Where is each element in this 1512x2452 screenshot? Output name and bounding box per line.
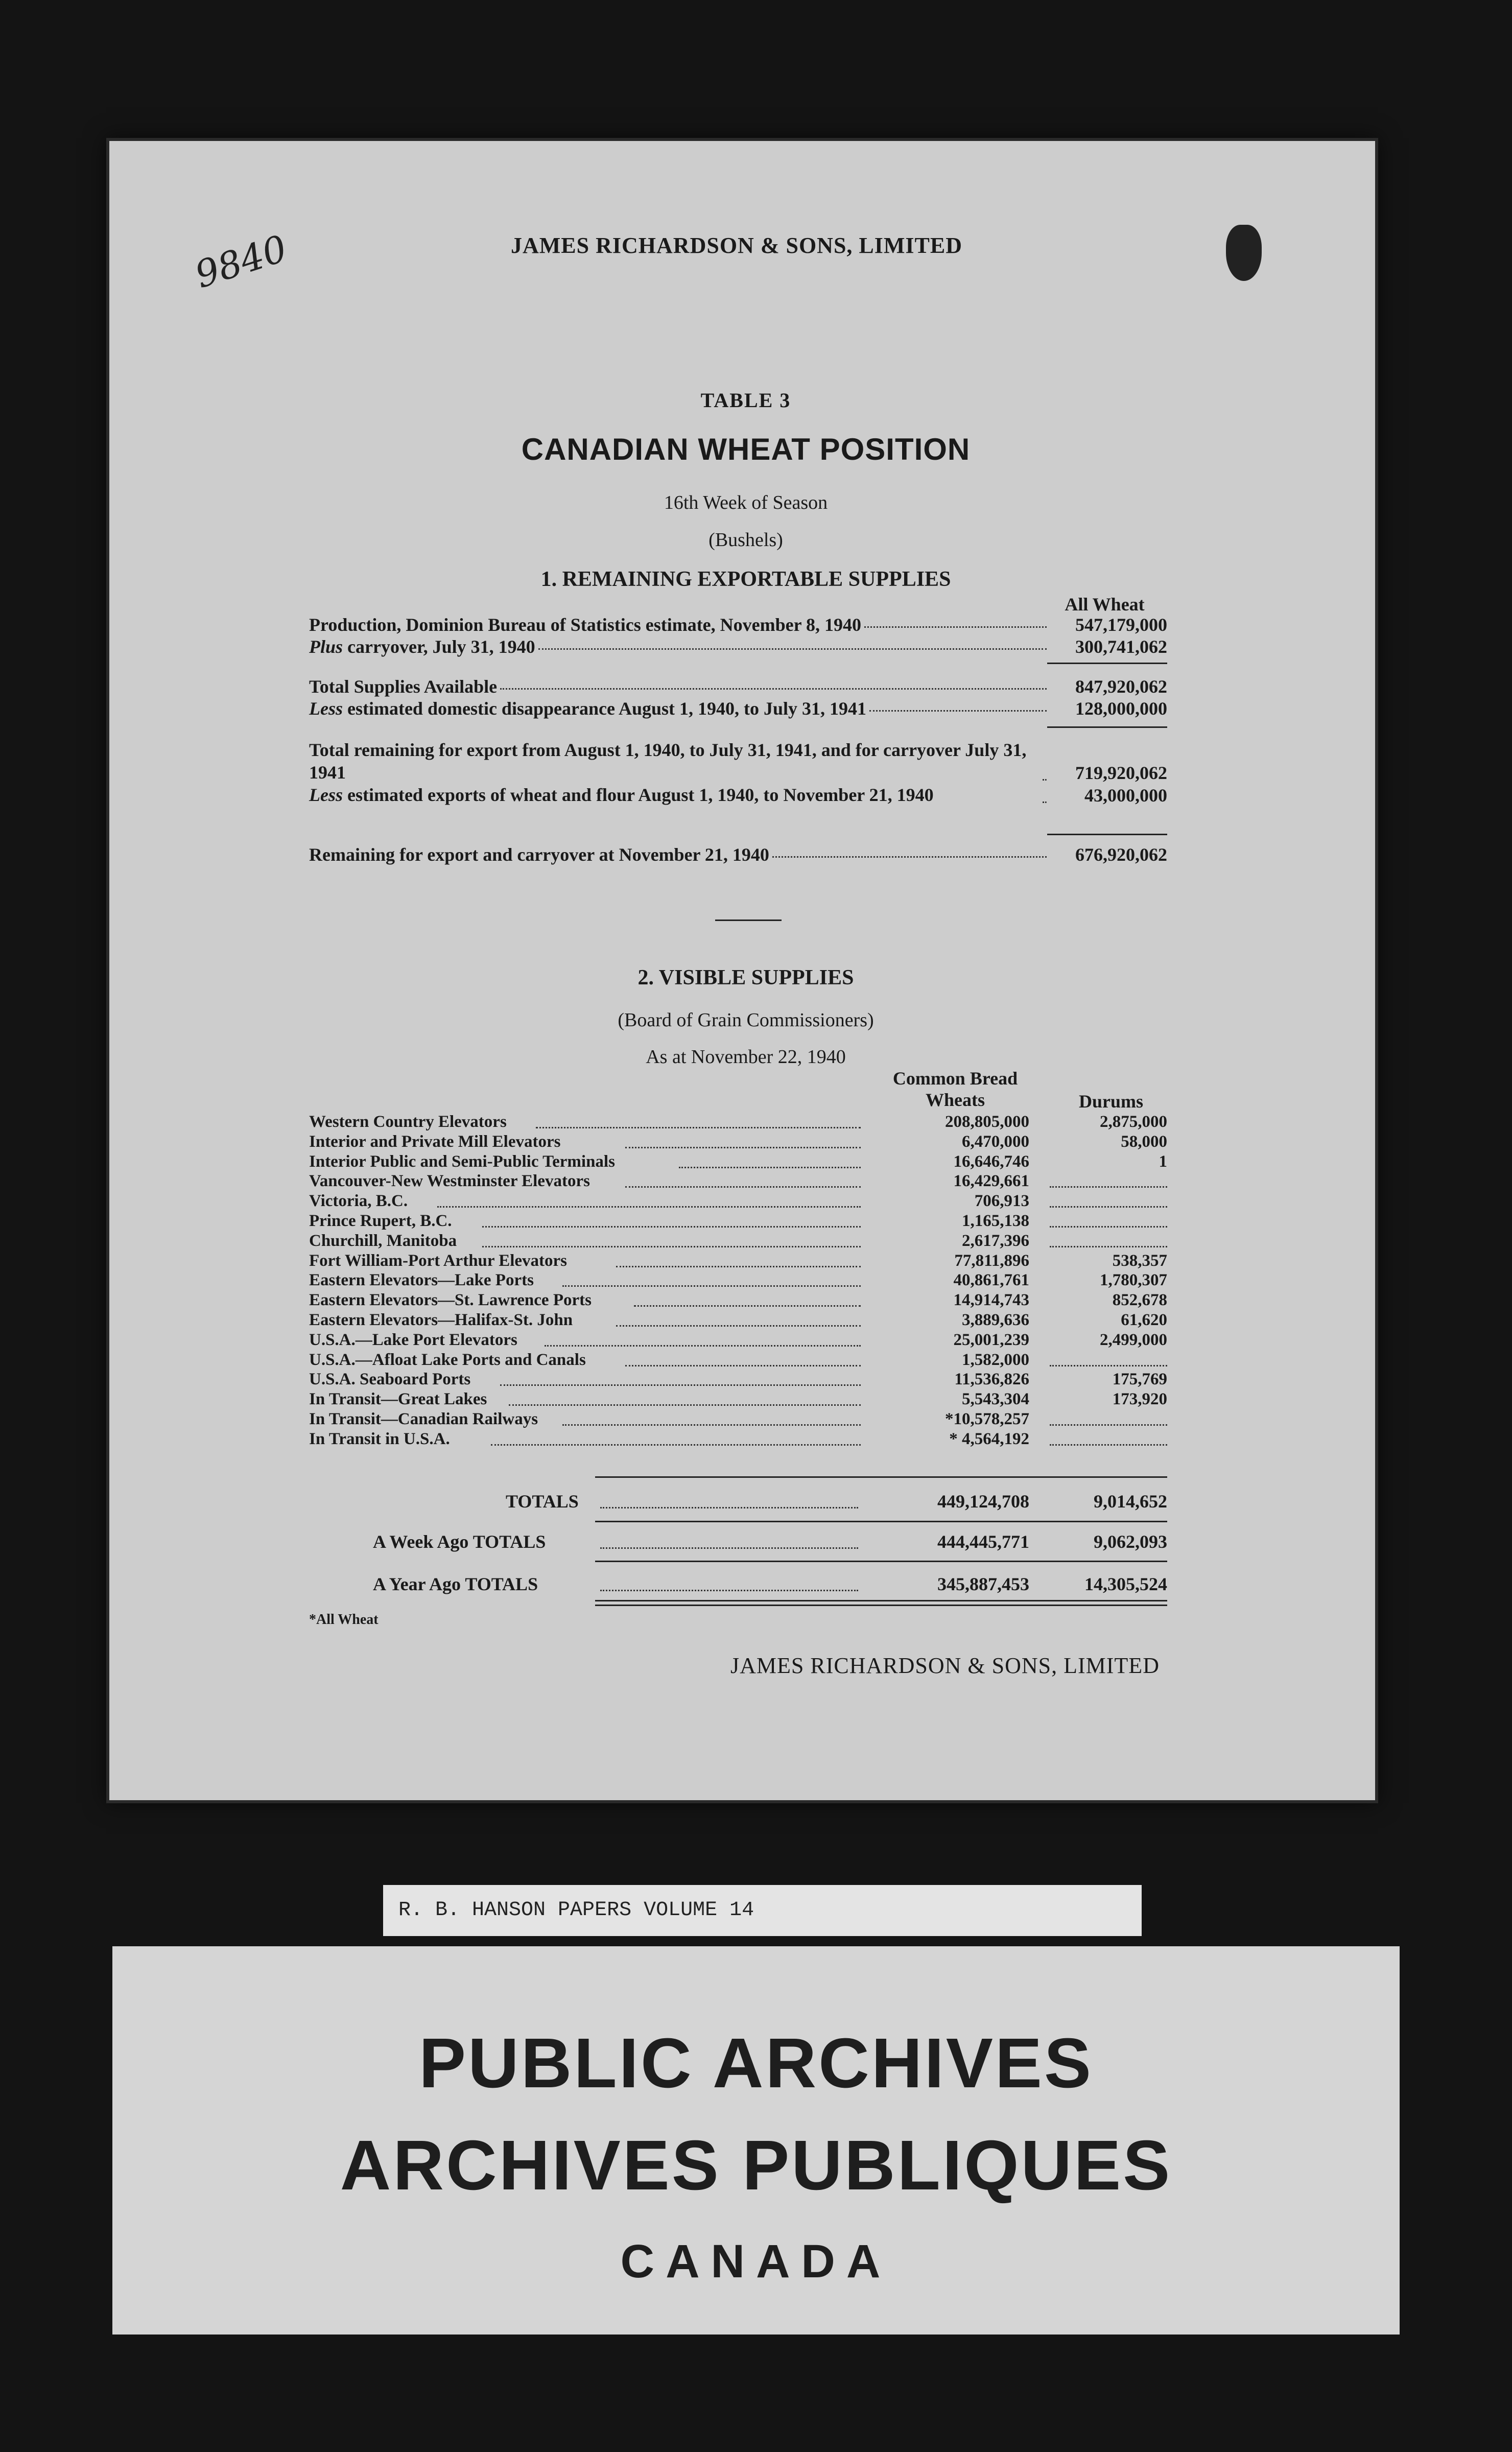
production-label: Production, Dominion Bureau of Statistics estimate, November 8, 1940 (309, 615, 861, 635)
total-remaining-label: Total remaining for export from August 1, 1940, to July 31, 1941, and for carryover July 31, 1941 (309, 740, 1027, 783)
week-ago-row (309, 1531, 1167, 1553)
rule (1047, 663, 1167, 664)
section1-heading: 1. REMAINING EXPORTABLE SUPPLIES (540, 568, 951, 591)
row-label: U.S.A.—Afloat Lake Ports and Canals (309, 1350, 586, 1369)
table-row (309, 1390, 1167, 1409)
section2-heading: 2. VISIBLE SUPPLIES (637, 966, 854, 989)
disappearance-value: 128,000,000 (1075, 698, 1167, 719)
year-ago-bread: 345,887,453 (937, 1574, 1029, 1594)
table-row (309, 1172, 1167, 1191)
page-title: CANADIAN WHEAT POSITION (521, 432, 971, 466)
row-label: Interior Public and Semi-Public Terminals (309, 1152, 615, 1171)
total-remaining-line (309, 739, 1167, 784)
row-label: Eastern Elevators—Lake Ports (309, 1271, 534, 1290)
bread-wheat-value: * 4,564,192 (949, 1429, 1029, 1448)
rule (595, 1521, 1167, 1522)
table-label: TABLE 3 (700, 389, 791, 412)
bread-wheat-value: 16,429,661 (953, 1172, 1029, 1191)
totals-bread: 449,124,708 (937, 1491, 1029, 1512)
table-row (309, 1351, 1167, 1370)
remaining-final-value: 676,920,062 (1075, 844, 1167, 865)
handwritten-number: 9840 (190, 226, 292, 297)
all-wheat-header: All Wheat (1065, 594, 1145, 615)
double-rule (595, 1600, 1167, 1606)
bread-wheat-value: 706,913 (974, 1192, 1029, 1211)
row-label: U.S.A. Seaboard Ports (309, 1370, 471, 1389)
week-ago-label: A Week Ago TOTALS (373, 1531, 546, 1552)
bread-wheat-value: 77,811,896 (954, 1251, 1029, 1270)
rule (1047, 726, 1167, 728)
total-supplies-value: 847,920,062 (1075, 676, 1167, 697)
totals-durum: 9,014,652 (1094, 1491, 1167, 1512)
remaining-final-line (309, 844, 1167, 865)
signature: JAMES RICHARDSON & SONS, LIMITED (730, 1653, 1160, 1678)
table-row (309, 1291, 1167, 1310)
bread-wheat-value: 2,617,396 (962, 1231, 1029, 1250)
year-ago-durum: 14,305,524 (1084, 1574, 1167, 1594)
rule (595, 1476, 1167, 1478)
table-row (309, 1331, 1167, 1350)
unit-subtitle: (Bushels) (708, 529, 783, 551)
archive-label: R. B. HANSON PAPERS VOLUME 14 (383, 1885, 1142, 1936)
row-label: In Transit—Canadian Railways (309, 1410, 538, 1428)
total-remaining-value: 719,920,062 (1075, 763, 1167, 783)
bread-wheat-value: 6,470,000 (962, 1132, 1029, 1151)
disappearance-label: estimated domestic disappearance August 1, 1940, to July 31, 1941 (343, 698, 866, 719)
section2-date: As at November 22, 1940 (646, 1046, 846, 1068)
section2-source: (Board of Grain Commissioners) (618, 1009, 874, 1031)
remaining-final-label: Remaining for export and carryover at November 21, 1940 (309, 844, 769, 865)
row-label: In Transit—Great Lakes (309, 1390, 487, 1409)
bread-wheat-value: 1,165,138 (962, 1212, 1029, 1230)
row-label: Victoria, B.C. (309, 1192, 408, 1211)
table-row (309, 1232, 1167, 1251)
table-row (309, 1430, 1167, 1449)
archive-line-country: CANADA (620, 2235, 892, 2288)
bread-wheat-value: 16,646,746 (953, 1152, 1029, 1171)
less-prefix: Less (309, 698, 343, 719)
archive-line-french: ARCHIVES PUBLIQUES (340, 2126, 1172, 2205)
bread-wheats-header: Common Bread Wheats (892, 1068, 1018, 1110)
row-label: In Transit in U.S.A. (309, 1429, 450, 1448)
durum-value: 538,357 (1112, 1251, 1167, 1270)
durum-value: 173,920 (1112, 1390, 1167, 1409)
row-label: Vancouver-New Westminster Elevators (309, 1172, 590, 1191)
table-row (309, 1271, 1167, 1290)
exports-value: 43,000,000 (1084, 785, 1167, 806)
totals-label: TOTALS (506, 1491, 579, 1512)
year-ago-label: A Year Ago TOTALS (373, 1574, 538, 1594)
rule (595, 1561, 1167, 1562)
table-row (309, 1410, 1167, 1429)
durum-value (1050, 1172, 1167, 1188)
bread-wheat-value: 40,861,761 (953, 1271, 1029, 1290)
ink-stamp (1226, 225, 1262, 281)
production-line (309, 614, 1167, 635)
row-label: Eastern Elevators—Halifax-St. John (309, 1311, 573, 1329)
exports-line (309, 784, 1167, 806)
bread-wheat-value: 11,536,826 (954, 1370, 1029, 1389)
less-prefix: Less (309, 785, 343, 805)
letterhead: JAMES RICHARDSON & SONS, LIMITED (511, 233, 963, 258)
bread-wheat-value: 14,914,743 (953, 1291, 1029, 1310)
durum-value: 1,780,307 (1100, 1271, 1167, 1290)
bread-wheat-value: 5,543,304 (962, 1390, 1029, 1409)
carryover-value: 300,741,062 (1075, 636, 1167, 657)
archive-line-english: PUBLIC ARCHIVES (419, 2024, 1093, 2103)
totals-row (309, 1491, 1167, 1513)
bread-wheat-value: 25,001,239 (953, 1330, 1029, 1349)
exports-label: estimated exports of wheat and flour August 1, 1940, to November 21, 1940 (343, 785, 934, 805)
durum-value (1050, 1232, 1167, 1247)
bread-wheat-value: 1,582,000 (962, 1350, 1029, 1369)
durum-value: 1 (1159, 1152, 1167, 1171)
carryover-line (309, 636, 1167, 657)
table-row (309, 1311, 1167, 1330)
total-supplies-label: Total Supplies Available (309, 676, 498, 697)
bread-wheat-value: 3,889,636 (962, 1311, 1029, 1329)
footnote: *All Wheat (309, 1612, 379, 1628)
row-label: Interior and Private Mill Elevators (309, 1132, 561, 1151)
durum-value (1050, 1410, 1167, 1426)
durum-value (1050, 1351, 1167, 1366)
table-row (309, 1370, 1167, 1389)
bread-wheat-value: 208,805,000 (945, 1113, 1029, 1131)
rule (1047, 834, 1167, 835)
week-ago-durum: 9,062,093 (1094, 1531, 1167, 1552)
durum-value: 61,620 (1121, 1311, 1167, 1329)
durum-value (1050, 1212, 1167, 1228)
durum-value: 2,499,000 (1100, 1330, 1167, 1349)
row-label: U.S.A.—Lake Port Elevators (309, 1330, 517, 1349)
archive-card (112, 1946, 1400, 2335)
year-ago-row (309, 1573, 1167, 1596)
durum-value (1050, 1192, 1167, 1208)
row-label: Churchill, Manitoba (309, 1231, 457, 1250)
durum-value: 2,875,000 (1100, 1113, 1167, 1131)
durum-value: 175,769 (1112, 1370, 1167, 1389)
total-supplies-line (309, 676, 1167, 697)
durums-header: Durums (1078, 1091, 1144, 1112)
table-row (309, 1252, 1167, 1271)
table-row (309, 1133, 1167, 1152)
carryover-label: carryover, July 31, 1940 (343, 636, 535, 657)
week-ago-bread: 444,445,771 (937, 1531, 1029, 1552)
disappearance-line (309, 698, 1167, 719)
table-row (309, 1212, 1167, 1231)
plus-prefix: Plus (309, 636, 343, 657)
durum-value (1050, 1430, 1167, 1446)
row-label: Eastern Elevators—St. Lawrence Ports (309, 1291, 592, 1310)
row-label: Fort William-Port Arthur Elevators (309, 1251, 568, 1270)
durum-value: 852,678 (1112, 1291, 1167, 1310)
table-row (309, 1113, 1167, 1132)
durum-value: 58,000 (1121, 1132, 1167, 1151)
bread-wheat-value: *10,578,257 (945, 1410, 1029, 1428)
week-subtitle: 16th Week of Season (664, 492, 828, 513)
row-label: Prince Rupert, B.C. (309, 1212, 452, 1230)
production-value: 547,179,000 (1075, 615, 1167, 635)
table-row (309, 1152, 1167, 1172)
divider (715, 920, 782, 921)
row-label: Western Country Elevators (309, 1113, 507, 1131)
table-row (309, 1192, 1167, 1211)
